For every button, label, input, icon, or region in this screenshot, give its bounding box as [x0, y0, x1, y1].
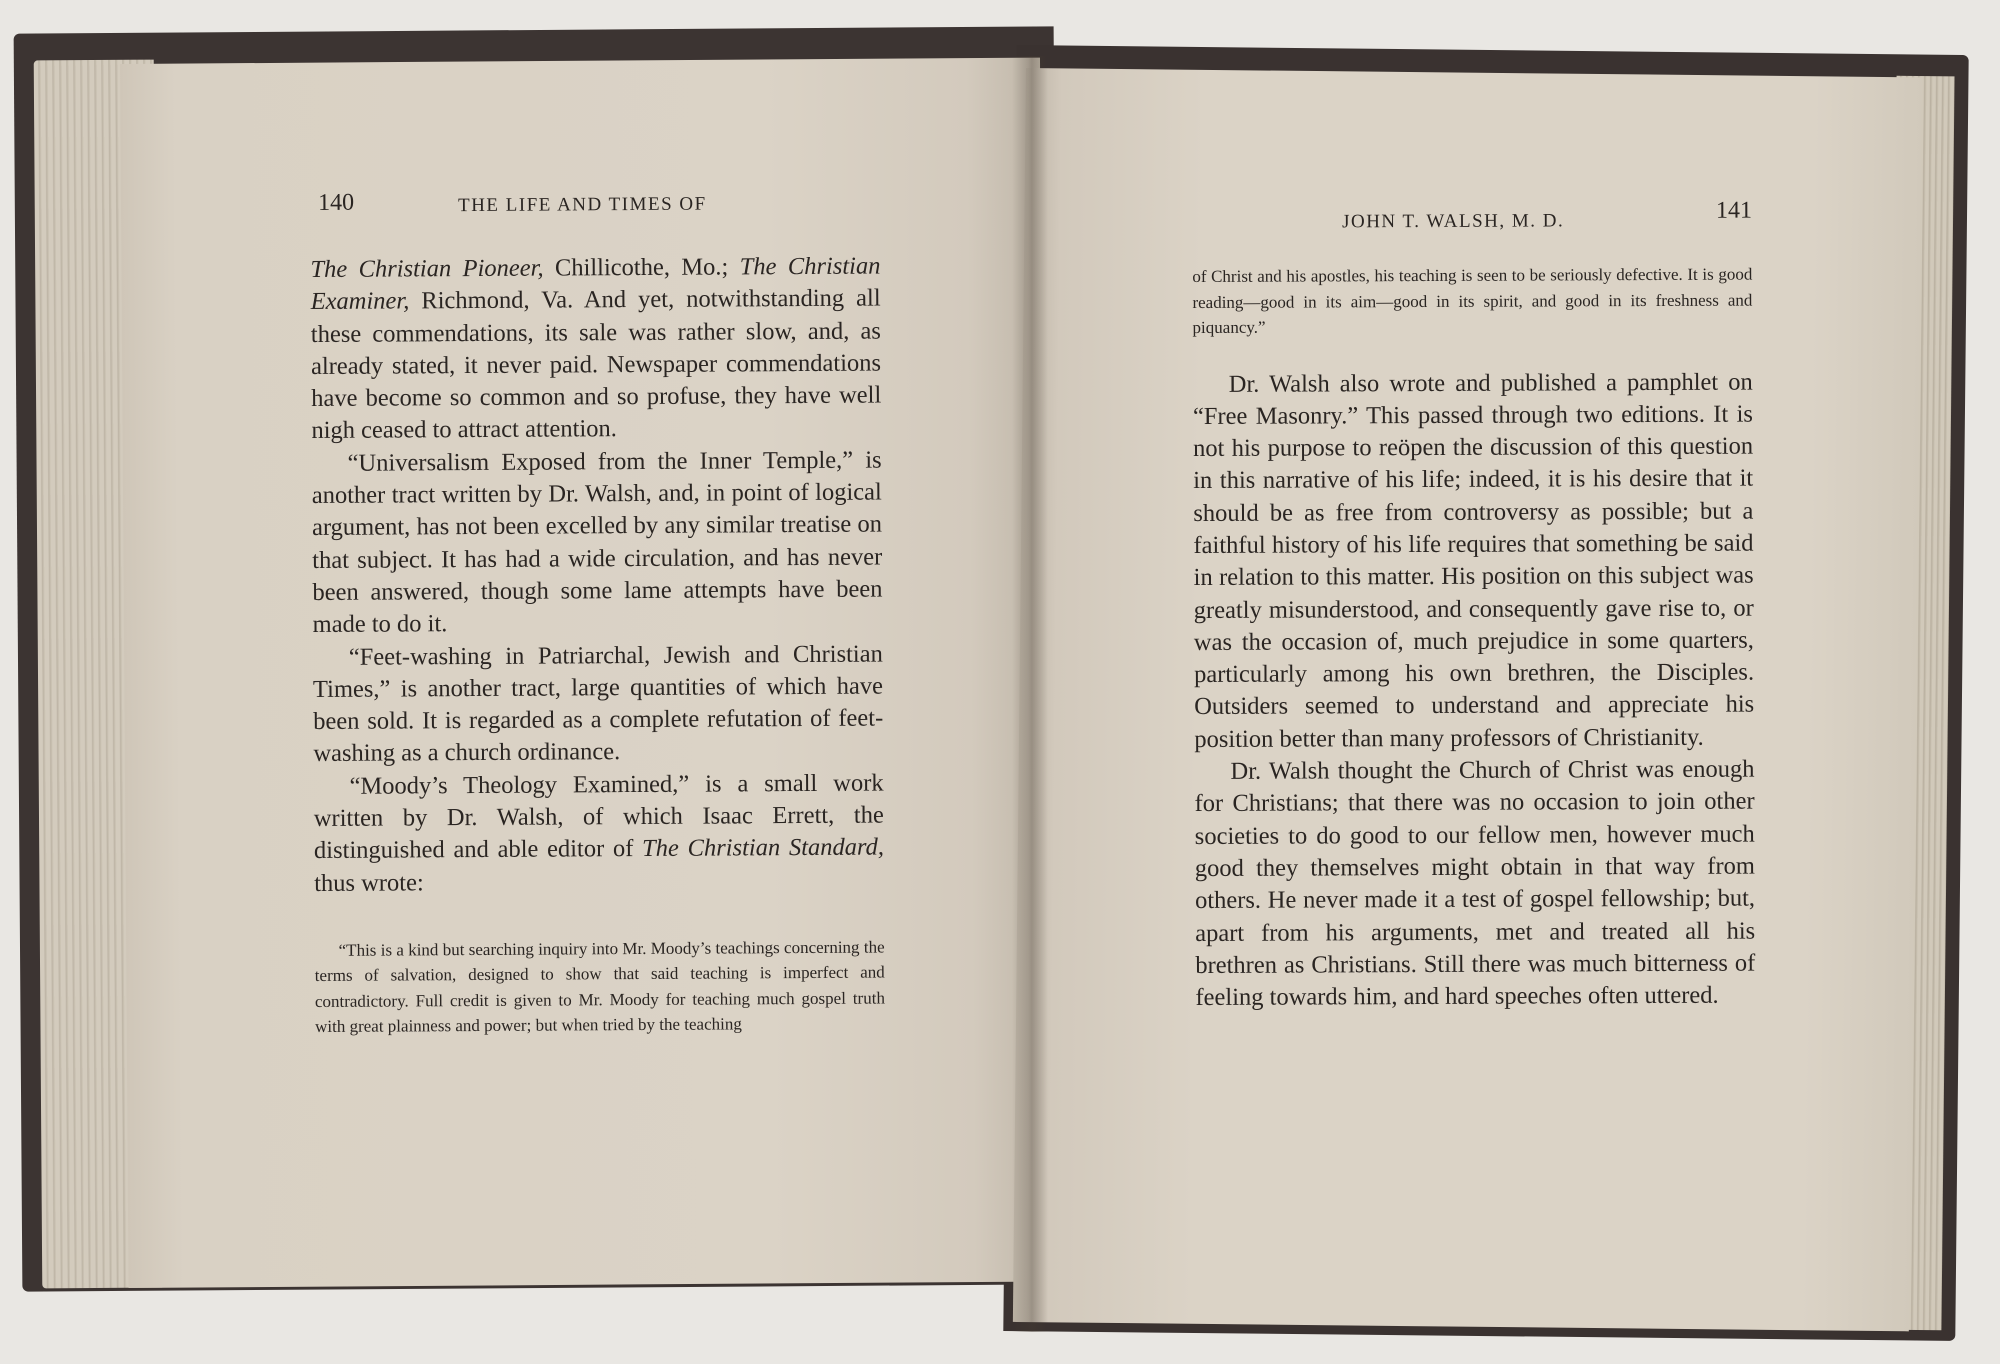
left-body [310, 251, 884, 900]
quote-paragraph: of Christ and his apostles, his teaching is seen to be seriously defective. It is good reading—good in its aim—good in its spirit, and good in its freshness and piquancy.” [1192, 264, 1753, 337]
italic-title-standard: The Christian Standard, [642, 833, 885, 863]
running-head-title-left: THE LIFE AND TIMES OF [457, 193, 707, 217]
page-number-left: 140 [317, 189, 355, 216]
right-body [1193, 366, 1756, 1014]
left-page-text [310, 189, 885, 1040]
right-page-text [1192, 197, 1756, 1015]
book-gutter [1012, 56, 1048, 1332]
running-head-title-right: JOHN T. WALSH, M. D. [1342, 210, 1565, 233]
para-text: Chillicothe, Mo.; [543, 253, 740, 282]
para-text: “Moody’s Theology Examined,” is a small work written by Dr. Walsh, of which Isaac Errett, the distinguished and able editor of [313, 769, 884, 865]
right-paragraph-2: Dr. Walsh thought the Church of Christ was enough for Christians; that there was no occasion to join other societies to do good to our fellow men, however much good they themselves might obtain in that way from others. He never made it a test of gospel fellowship; but, apart from his arguments, met and treated all his brethren as Christians. Still there was much bitterness of feeling towards him, and hard speeches often uttered. [1194, 755, 1756, 1012]
right-paragraph-1: Dr. Walsh also wrote and published a pamphlet on “Free Masonry.” This passed through two editions. It is not his purpose to reöpen the discussion of this question in this narrative of his life; indeed, it is his desire that it should be as free from controversy as possible; but a faithful history of his life requires that something be said in relation to this matter. His position on this subject was greatly misunderstood, and consequently gave rise to, or was the occasion of, much prejudice in some quarters, particularly among his own brethren, the Disciples. Outsiders seemed to understand and appreciate his position better than many professors of Christianity. [1192, 368, 1755, 753]
right-block-quote [1192, 262, 1752, 341]
italic-title-pioneer: The Christian Pioneer, [310, 254, 544, 283]
right-running-head [1192, 197, 1753, 236]
left-running-head [310, 189, 880, 226]
italic-title-examiner: The Christian Examiner, [310, 252, 881, 316]
quote-paragraph: “This is a kind but searching inquiry into Mr. Moody’s teachings concerning the terms of salvation, designed to show that said teaching is imperfect and contradictory. Full credit is given to Mr. Moody for teaching much gospel truth with great plainness and power; but when tried by the teaching [314, 937, 885, 1037]
para-text: thus wrote: [314, 868, 424, 897]
left-paragraph-1 [310, 251, 881, 448]
left-block-quote [315, 934, 886, 1039]
page-number-right: 141 [1715, 197, 1753, 224]
para-text: Richmond, Va. And yet, notwithstanding all these commendations, its sale was rather slow, and, as already stated, it never paid. Newspaper commendations have become so common and so profuse, they have well nigh ceased to attract attention. [310, 284, 882, 445]
left-paragraph-4 [314, 767, 885, 900]
left-paragraph-2: “Universalism Exposed from the Inner Temple,” is another tract written by Dr. Walsh, and, in point of logical argument, has not been excelled by any similar treatise on that subject. It has had a wide circulation, and has never been answered, though some lame attempts have been made to do it. [311, 446, 883, 639]
left-paragraph-3: “Feet-washing in Patriarchal, Jewish and Christian Times,” is another tract, large quantities of which have been sold. It is regarded as a complete refutation of feet-washing as a church ordinance. [312, 640, 884, 768]
